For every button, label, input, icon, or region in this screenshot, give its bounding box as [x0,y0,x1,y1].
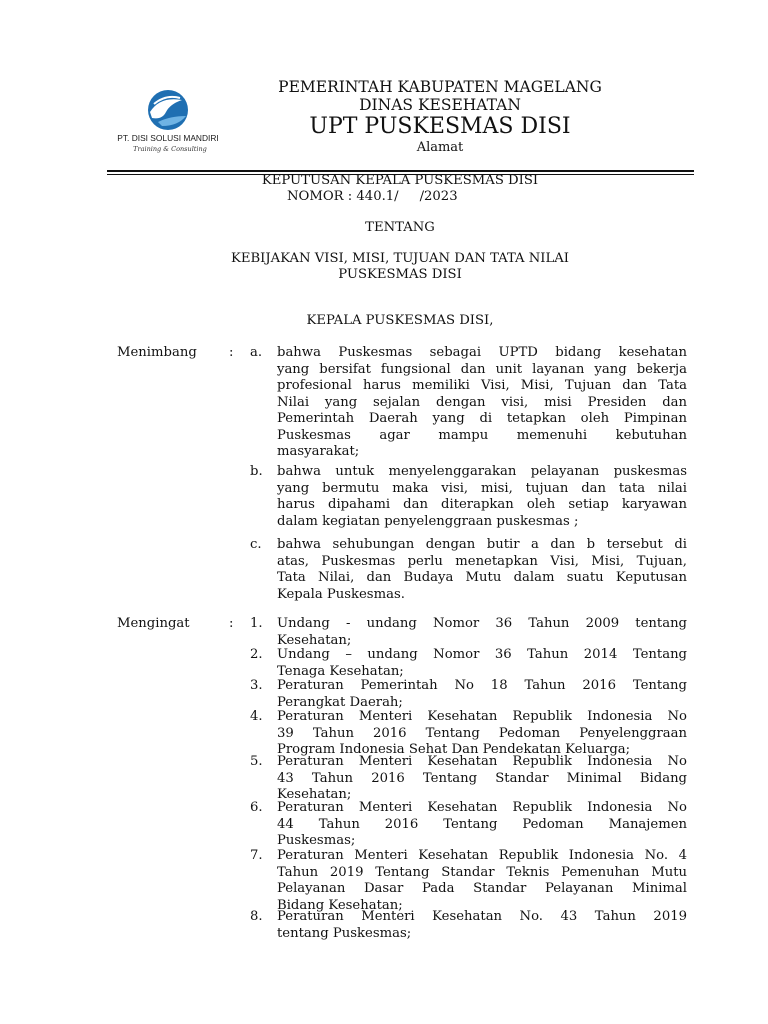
text-line: tentang Puskesmas; [277,925,412,941]
mengingat-marker-4: 4. [250,709,263,724]
text-line: harus dipahami dan diterapkan oleh setiap karyawan [277,497,687,512]
mengingat-item-6 [277,800,687,850]
text-line: 44 Tahun 2016 Tentang Pedoman Manajemen [277,816,687,832]
text-line: yang bersifat fungsional dan unit layanan yang bekerja [277,361,687,377]
menimbang-marker-b: b. [250,464,263,479]
text-line: Puskesmas; [277,833,356,848]
mengingat-item-7 [277,848,687,914]
mengingat-marker-7: 7. [250,848,263,863]
text-line: Pemerintah Daerah yang di tetapkan oleh Pimpinan [277,411,687,426]
text-line: Peraturan Menteri Kesehatan Republik Indonesia No [277,754,687,769]
menimbang-marker-c: c. [250,537,262,552]
text-line: yang bermutu maka visi, misi, tujuan dan tata nilai [277,480,687,496]
mengingat-label: Mengingat [117,616,190,631]
text-line: Peraturan Menteri Kesehatan No. 43 Tahun 2019 [277,909,687,924]
text-line: Perangkat Daerah; [277,694,403,710]
decree-authority: KEPALA PUSKESMAS DISI, [306,313,494,328]
text-line: Tahun 2019 Tentang Standar Teknis Pemenuhan Mutu [277,864,687,880]
text-line: Peraturan Menteri Kesehatan Republik Indonesia No [277,709,687,724]
decree-subject-line-2: PUSKESMAS DISI [338,267,462,282]
decree-tentang: TENTANG [365,220,435,235]
mengingat-marker-5: 5. [250,754,263,769]
text-line: bahwa Puskesmas sebagai UPTD bidang kesehatan [277,345,687,360]
text-line: atas, Puskesmas perlu menetapkan Visi, Misi, Tujuan, [277,553,687,569]
mengingat-marker-6: 6. [250,800,263,815]
text-line: bahwa untuk menyelenggarakan pelayanan puskesmas [277,464,687,479]
decree-subject-line-1: KEBIJAKAN VISI, MISI, TUJUAN DAN TATA NILAI [231,251,569,266]
text-line: Kesehatan; [277,632,352,648]
mengingat-marker-2: 2. [250,647,263,662]
text-line: Nilai yang sejalan dengan visi, misi Presiden dan [277,394,687,410]
text-line: Tata Nilai, dan Budaya Mutu dalam suatu Keputusan [277,570,687,585]
text-line: Undang - undang Nomor 36 Tahun 2009 tentang [277,616,687,631]
mengingat-marker-3: 3. [250,678,263,693]
mengingat-item-4 [277,709,687,759]
mengingat-item-8 [277,909,687,942]
letterhead-rule-thick [107,170,694,172]
text-line: Peraturan Pemerintah No 18 Tahun 2016 Tentang [277,678,687,693]
text-line: Bidang Kesehatan; [277,897,403,913]
text-line: bahwa sehubungan dengan butir a dan b tersebut di [277,537,687,552]
mengingat-item-2 [277,647,687,680]
text-line: masyarakat; [277,444,360,459]
text-line: Pelayanan Dasar Pada Standar Pelayanan Minimal [277,881,687,896]
text-line: Undang – undang Nomor 36 Tahun 2014 Tentang [277,647,687,662]
text-line: Tenaga Kesehatan; [277,663,404,679]
text-line: Program Indonesia Sehat Dan Pendekatan Keluarga; [277,742,631,757]
logo-text: PT. DISI SOLUSI MANDIRI [117,133,219,143]
mengingat-marker-1: 1. [250,616,263,631]
decree-title: KEPUTUSAN KEPALA PUSKESMAS DISI [261,173,539,188]
letterhead-institution: UPT PUSKESMAS DISI [309,114,571,139]
logo-tagline: Training & Consulting [133,145,207,153]
text-line: profesional harus memiliki Visi, Misi, Tujuan dan Tata [277,378,687,393]
mengingat-marker-8: 8. [250,909,263,924]
menimbang-marker-a: a. [250,345,263,360]
menimbang-label: Menimbang [117,345,197,360]
text-line: Peraturan Menteri Kesehatan Republik Indonesia No. 4 [277,848,687,863]
menimbang-item-c [277,537,687,603]
text-line: Puskesmas agar mampu memenuhi kebutuhan [277,427,687,443]
text-line: 43 Tahun 2016 Tentang Standar Minimal Bidang [277,770,687,786]
menimbang-colon: : [229,345,234,360]
menimbang-item-a [277,345,687,461]
text-line: Peraturan Menteri Kesehatan Republik Indonesia No [277,800,687,815]
text-line: 39 Tahun 2016 Tentang Pedoman Penyelenggraan [277,725,687,741]
decree-number: NOMOR : 440.1/ /2023 [287,189,458,204]
mengingat-colon: : [229,616,234,631]
mengingat-item-3 [277,678,687,711]
mengingat-item-1 [277,616,687,649]
letterhead-address: Alamat [416,140,464,155]
text-line: Kesehatan; [277,787,352,802]
menimbang-item-b [277,464,687,530]
letterhead-department: DINAS KESEHATAN [359,96,521,114]
letterhead-government: PEMERINTAH KABUPATEN MAGELANG [278,78,602,96]
text-line: dalam kegiatan penyelenggraan puskesmas ; [277,513,579,529]
text-line: Kepala Puskesmas. [277,586,405,602]
mengingat-item-5 [277,754,687,804]
